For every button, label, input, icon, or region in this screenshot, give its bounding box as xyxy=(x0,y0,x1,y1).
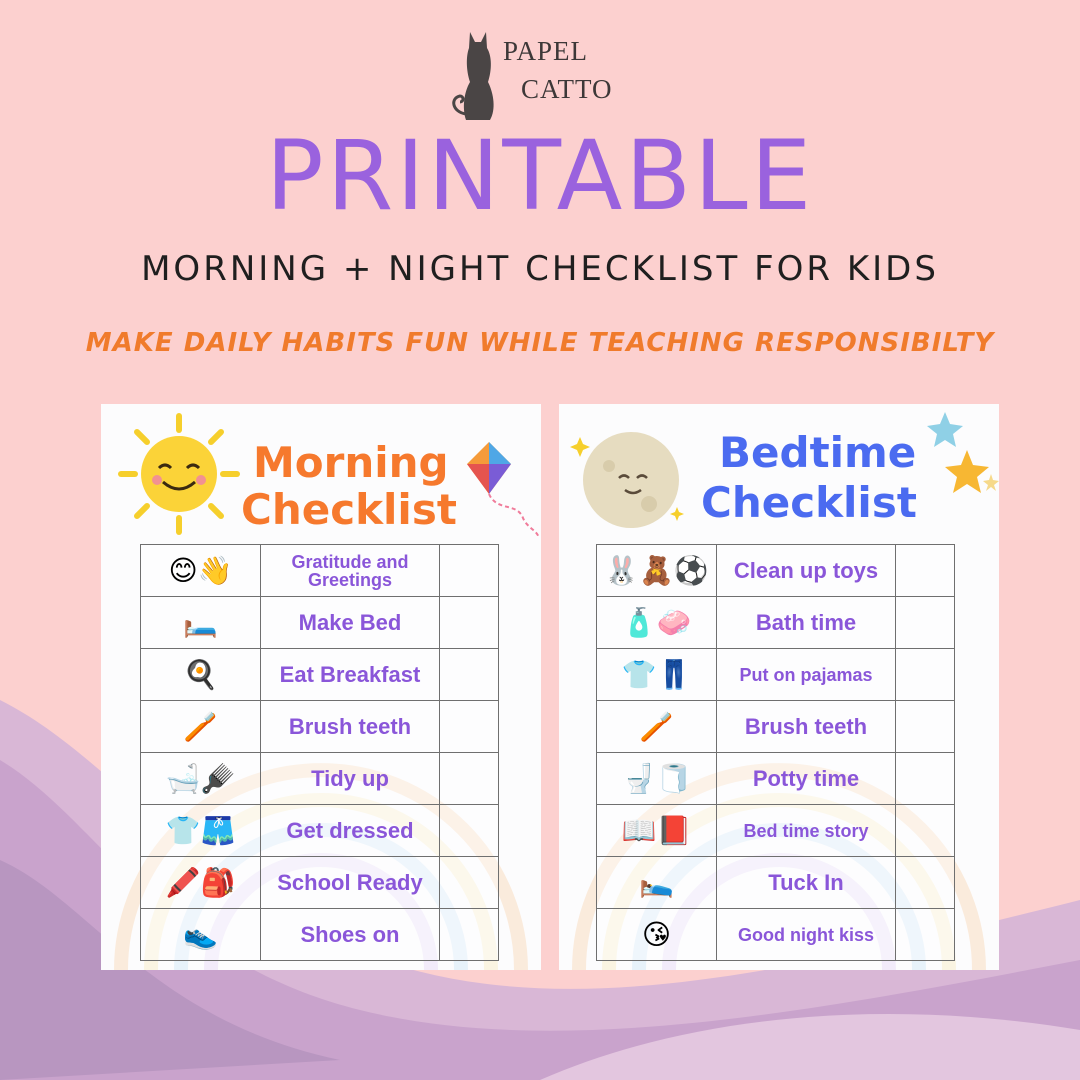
row-icons: 🛏️ xyxy=(141,597,261,649)
row-icons: 📖📕 xyxy=(597,805,717,857)
row-icons: 🖍️🎒 xyxy=(141,857,261,909)
check-box[interactable] xyxy=(440,545,499,597)
brand-line-2: CATTO xyxy=(521,74,613,104)
row-icons: 😊👋 xyxy=(141,545,261,597)
row-icons: 🧴🧼 xyxy=(597,597,717,649)
cat-logo-icon xyxy=(448,26,508,126)
morning-checklist-card xyxy=(101,404,541,970)
row-icons: 👟 xyxy=(141,909,261,961)
morning-checklist-table xyxy=(140,544,499,961)
brand-line-1: PAPEL xyxy=(503,36,589,66)
row-icons: 😘 xyxy=(597,909,717,961)
check-box[interactable] xyxy=(896,857,955,909)
task-label: Good night kiss xyxy=(717,909,896,961)
brand-logo xyxy=(448,26,648,126)
table-row xyxy=(141,857,499,909)
table-row xyxy=(141,753,499,805)
table-row xyxy=(141,805,499,857)
table-row xyxy=(597,701,955,753)
task-label: Put on pajamas xyxy=(717,649,896,701)
table-row xyxy=(597,857,955,909)
row-icons: 🛁🪮 xyxy=(141,753,261,805)
task-label: Get dressed xyxy=(261,805,440,857)
table-row xyxy=(141,909,499,961)
table-row xyxy=(597,909,955,961)
moon-icon xyxy=(569,422,689,532)
task-label: Clean up toys xyxy=(717,545,896,597)
kite-icon xyxy=(467,442,541,542)
bedtime-heading-line-2: Checklist xyxy=(701,478,917,527)
table-row xyxy=(597,649,955,701)
task-label: School Ready xyxy=(261,857,440,909)
morning-heading-line-1: Morning xyxy=(253,438,449,487)
table-row xyxy=(141,545,499,597)
morning-heading-line-2: Checklist xyxy=(241,485,457,534)
check-box[interactable] xyxy=(896,805,955,857)
task-label: Bed time story xyxy=(717,805,896,857)
table-row xyxy=(597,805,955,857)
check-box[interactable] xyxy=(896,597,955,649)
row-icons: 👕👖 xyxy=(597,649,717,701)
table-row xyxy=(597,545,955,597)
bedtime-checklist-table xyxy=(596,544,955,961)
check-box[interactable] xyxy=(896,909,955,961)
row-icons: 🪥 xyxy=(597,701,717,753)
task-label: Brush teeth xyxy=(717,701,896,753)
task-label: Tidy up xyxy=(261,753,440,805)
check-box[interactable] xyxy=(440,597,499,649)
table-row xyxy=(141,597,499,649)
page-title: PRINTABLE xyxy=(265,120,815,232)
row-icons: 👕🩳 xyxy=(141,805,261,857)
row-icons: 🍳 xyxy=(141,649,261,701)
task-label: Potty time xyxy=(717,753,896,805)
check-box[interactable] xyxy=(440,909,499,961)
check-box[interactable] xyxy=(440,701,499,753)
table-row xyxy=(597,597,955,649)
task-label: Tuck In xyxy=(717,857,896,909)
check-box[interactable] xyxy=(896,649,955,701)
star-icon xyxy=(915,410,999,520)
task-label: Eat Breakfast xyxy=(261,649,440,701)
page-subtitle: MORNING + NIGHT CHECKLIST FOR KIDS xyxy=(141,249,939,289)
sun-icon xyxy=(115,410,243,538)
check-box[interactable] xyxy=(440,753,499,805)
check-box[interactable] xyxy=(896,545,955,597)
check-box[interactable] xyxy=(896,753,955,805)
row-icons: 🐰🧸⚽ xyxy=(597,545,717,597)
table-row xyxy=(141,649,499,701)
row-icons: 🚽🧻 xyxy=(597,753,717,805)
task-label: Make Bed xyxy=(261,597,440,649)
task-label: Shoes on xyxy=(261,909,440,961)
tagline: MAKE DAILY HABITS FUN WHILE TEACHING RESPONSIBILTY xyxy=(85,328,995,358)
task-label: Brush teeth xyxy=(261,701,440,753)
table-row xyxy=(141,701,499,753)
check-box[interactable] xyxy=(440,649,499,701)
task-label: Gratitude and Greetings xyxy=(261,545,440,597)
bedtime-checklist-card xyxy=(559,404,999,970)
table-row xyxy=(597,753,955,805)
task-label: Bath time xyxy=(717,597,896,649)
check-box[interactable] xyxy=(896,701,955,753)
row-icons: 🛌 xyxy=(597,857,717,909)
row-icons: 🪥 xyxy=(141,701,261,753)
check-box[interactable] xyxy=(440,857,499,909)
check-box[interactable] xyxy=(440,805,499,857)
bedtime-heading-line-1: Bedtime xyxy=(719,428,917,477)
